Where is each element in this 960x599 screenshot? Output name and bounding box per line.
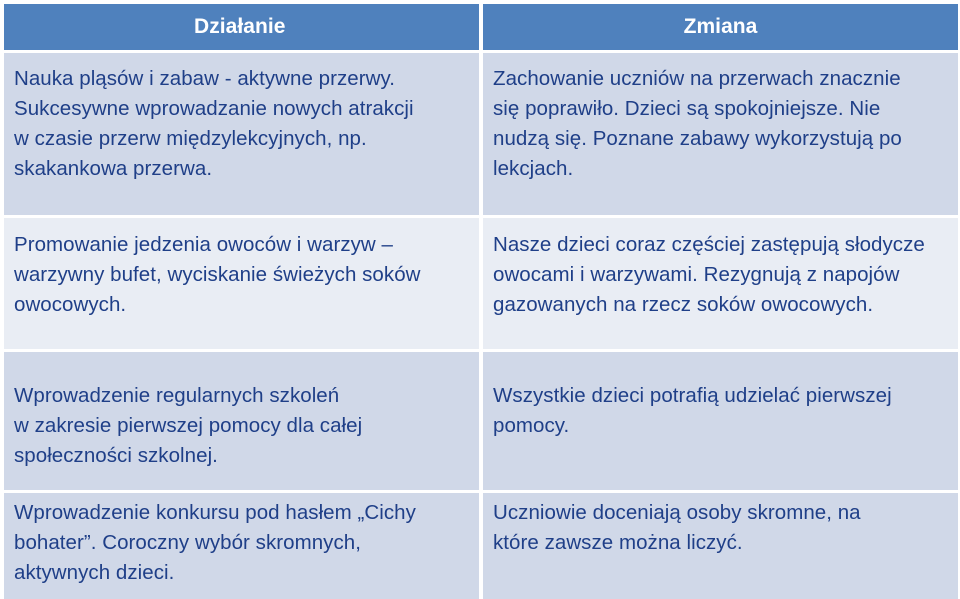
row-3-change-cell [483, 352, 958, 490]
row-2-change-text: Nasze dzieci coraz częściej zastępują słodycze owocami i warzywami. Rezygnują z napojów gazowanych na rzecz soków owocowych. [493, 233, 925, 316]
header-action-label: Działanie [194, 15, 286, 38]
header-action [4, 4, 479, 50]
row-2-action-text: Promowanie jedzenia owoców i warzyw – warzywny bufet, wyciskanie świeżych soków owocowych. [14, 233, 421, 316]
row-1-change-text: Zachowanie uczniów na przerwach znacznie się poprawiło. Dzieci są spokojniejsze. Nie nudzą się. Poznane zabawy wykorzystują po lekcjach. [493, 67, 902, 180]
row-4-action-cell [4, 493, 479, 599]
row-3-action-cell [4, 352, 479, 490]
row-4-action-text: Wprowadzenie konkursu pod hasłem „Cichy bohater”. Coroczny wybór skromnych, aktywnych dzieci. [14, 501, 416, 584]
row-4-change-text: Uczniowie doceniają osoby skromne, na które zawsze można liczyć. [493, 501, 861, 554]
row-4-change-cell [483, 493, 958, 599]
actions-changes-table [4, 4, 958, 599]
row-2-action-cell [4, 218, 479, 349]
row-3-action-text: Wprowadzenie regularnych szkoleń w zakresie pierwszej pomocy dla całej społeczności szkolnej. [14, 384, 363, 467]
header-change-label: Zmiana [683, 15, 758, 38]
row-1-change-cell [483, 53, 958, 215]
row-1-action-cell [4, 53, 479, 215]
row-1-action-text: Nauka pląsów i zabaw - aktywne przerwy. Sukcesywne wprowadzanie nowych atrakcji w czasie przerw międzylekcyjnych, np. skakankowa przerwa. [14, 67, 414, 180]
row-3-change-text: Wszystkie dzieci potrafią udzielać pierwszej pomocy. [493, 384, 892, 437]
header-change [483, 4, 958, 50]
row-2-change-cell [483, 218, 958, 349]
